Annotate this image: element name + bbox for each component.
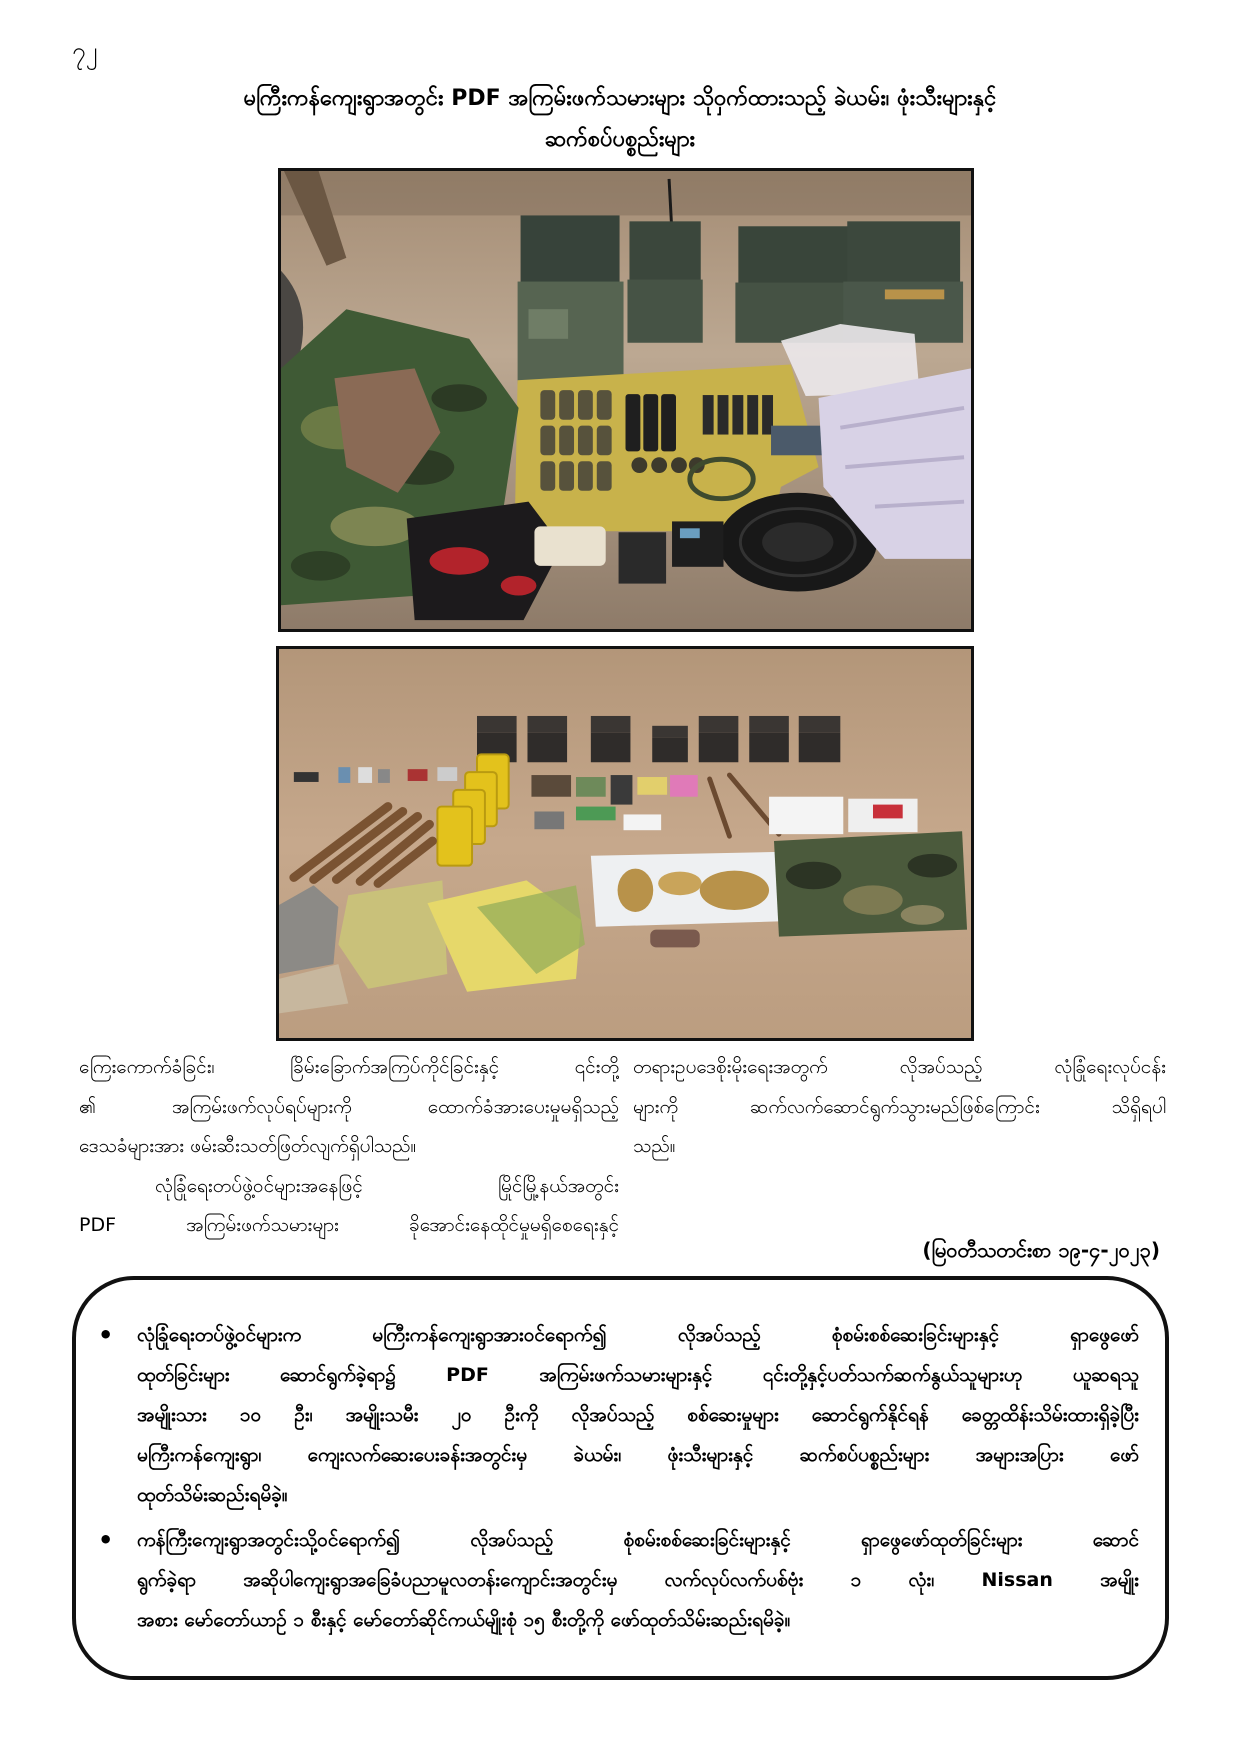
article-line: လုံခြုံရေးတပ်ဖွဲ့ဝင်များအနေဖြင့် မြိုင်မြို့နယ်အတွင်း (155, 1174, 619, 1197)
highlight-line: လုံခြုံရေးတပ်ဖွဲ့ဝင်များက မကြီးကန်ကျေးရွာအားဝင်ရောက်၍ လိုအပ်သည့် စုံစမ်းစစ်ဆေးခြင်းများနှင့် ရှာဖွေဖော် (137, 1324, 1139, 1346)
white-papers (769, 797, 917, 834)
highlight-line: အမျိုးသား ၁၀ ဦး၊ အမျိုးသမီး ၂၀ ဦးကို လိုအပ်သည့် စစ်ဆေးမှုများ ဆောင်ရွက်နိုင်ရန် ခေတ္တထိန်းသိမ်းထားရှိခဲ့ပြီး (137, 1404, 1139, 1426)
radio-device (771, 426, 825, 456)
bullets-on-sheet (591, 852, 799, 927)
bullet-icon: • (98, 1526, 114, 1554)
headline-line-1: မကြီးကန်ကျေးရွာအတွင်း PDF အကြမ်းဖက်သမားများ သိုဝှက်ထားသည့် ခဲယမ်း၊ ဖုံးသီးများနှင့် (243, 86, 997, 111)
article-line: ဒေသခံများအား ဖမ်းဆီးသတ်ဖြတ်လျက်ရှိပါသည်။ (79, 1135, 417, 1157)
article-line: ကြေးကောက်ခံခြင်း၊ ခြိမ်းခြောက်အကြပ်ကိုင်ခြင်းနှင့် ၎င်းတို့ (79, 1056, 619, 1078)
ammo-box-1 (518, 215, 624, 387)
camouflage-clothes (774, 831, 967, 936)
article-line: ၏ အကြမ်းဖက်လုပ်ရပ်များကို ထောက်ခံအားပေးမှုမရှိသည့် (79, 1095, 619, 1118)
highlight-line: ထုတ်ခြင်းများ ဆောင်ရွက်ခဲ့ရာ၌ PDF အကြမ်းဖက်သမားများနှင့် ၎င်းတို့နှင့်ပတ်သက်ဆက်နွယ်သူများဟု ယူဆရသူ (137, 1364, 1139, 1386)
article-line: တရားဥပဒေစိုးမိုးရေးအတွက် လိုအပ်သည့် လုံခြုံရေးလုပ်ငန်း (633, 1056, 1166, 1078)
article-left-column (79, 1048, 619, 1246)
highlight-text (137, 1520, 1139, 1640)
brown-cloth (650, 930, 699, 948)
highlight-line: အစား မော်တော်ယာဉ် ၁ စီးနှင့် မော်တော်ဆိုင်ကယ်မျိုးစုံ ၁၅ စီးတို့ကို ဖော်ထုတ်သိမ်းဆည်းရမိခဲ့။ (137, 1609, 791, 1631)
highlight-line: ကန်ကြီးကျေးရွာအတွင်းသို့ဝင်ရောက်၍ လိုအပ်သည့် စုံစမ်းစစ်ဆေးခြင်းများနှင့် ရှာဖွေဖော်ထုတ်ခြင်းများ ဆောင် (137, 1529, 1139, 1551)
page-number: ၇၂ (72, 37, 98, 65)
photo-seized-items-1 (278, 168, 974, 632)
photo-2-scene (279, 649, 971, 1038)
ammo-box-2 (627, 221, 702, 342)
cream-device (534, 526, 605, 565)
headline-line-2: ဆက်စပ်ပစ္စည်းများ (544, 127, 696, 152)
ammo-box-4 (843, 221, 963, 342)
article-right-column (633, 1048, 1166, 1167)
highlight-text (137, 1315, 1139, 1515)
photo-seized-items-2 (276, 646, 974, 1041)
photo-1-scene (281, 171, 971, 629)
article-line: သည်။ (633, 1135, 676, 1157)
article-line: PDF အကြမ်းဖက်သမားများ ခိုအောင်းနေထိုင်မှုမရှိစေရေးနှင့် (79, 1214, 619, 1236)
highlight-box (72, 1276, 1169, 1680)
highlight-line: မကြီးကန်ကျေးရွာ၊ ကျေးလက်ဆေးပေးခန်းအတွင်းမှ ခဲယမ်း၊ ဖုံးသီးများနှင့် ဆက်စပ်ပစ္စည်းများ အများအပြား ဖော် (137, 1444, 1139, 1466)
straight-magazines (703, 395, 773, 434)
curved-magazines (626, 394, 676, 451)
ammo-box-3 (735, 226, 852, 342)
highlight-line: ထုတ်သိမ်းဆည်းရမိခဲ့။ (137, 1484, 288, 1506)
highlight-line: ရွက်ခဲ့ရာ အဆိုပါကျေးရွာအခြေခံပညာမူလတန်းကျောင်းအတွင်းမှ လက်လုပ်လက်ပစ်ဗုံး ၁ လုံး၊ Nissan အမျိုး (137, 1569, 1139, 1591)
source-citation: (မြဝတီသတင်းစာ ၁၉-၄-၂၀၂၃) (922, 1238, 1160, 1262)
article-line: များကို ဆက်လက်ဆောင်ရွက်သွားမည်ဖြစ်ကြောင်း သိရှိရပါ (633, 1095, 1166, 1118)
bullet-icon: • (98, 1321, 114, 1349)
